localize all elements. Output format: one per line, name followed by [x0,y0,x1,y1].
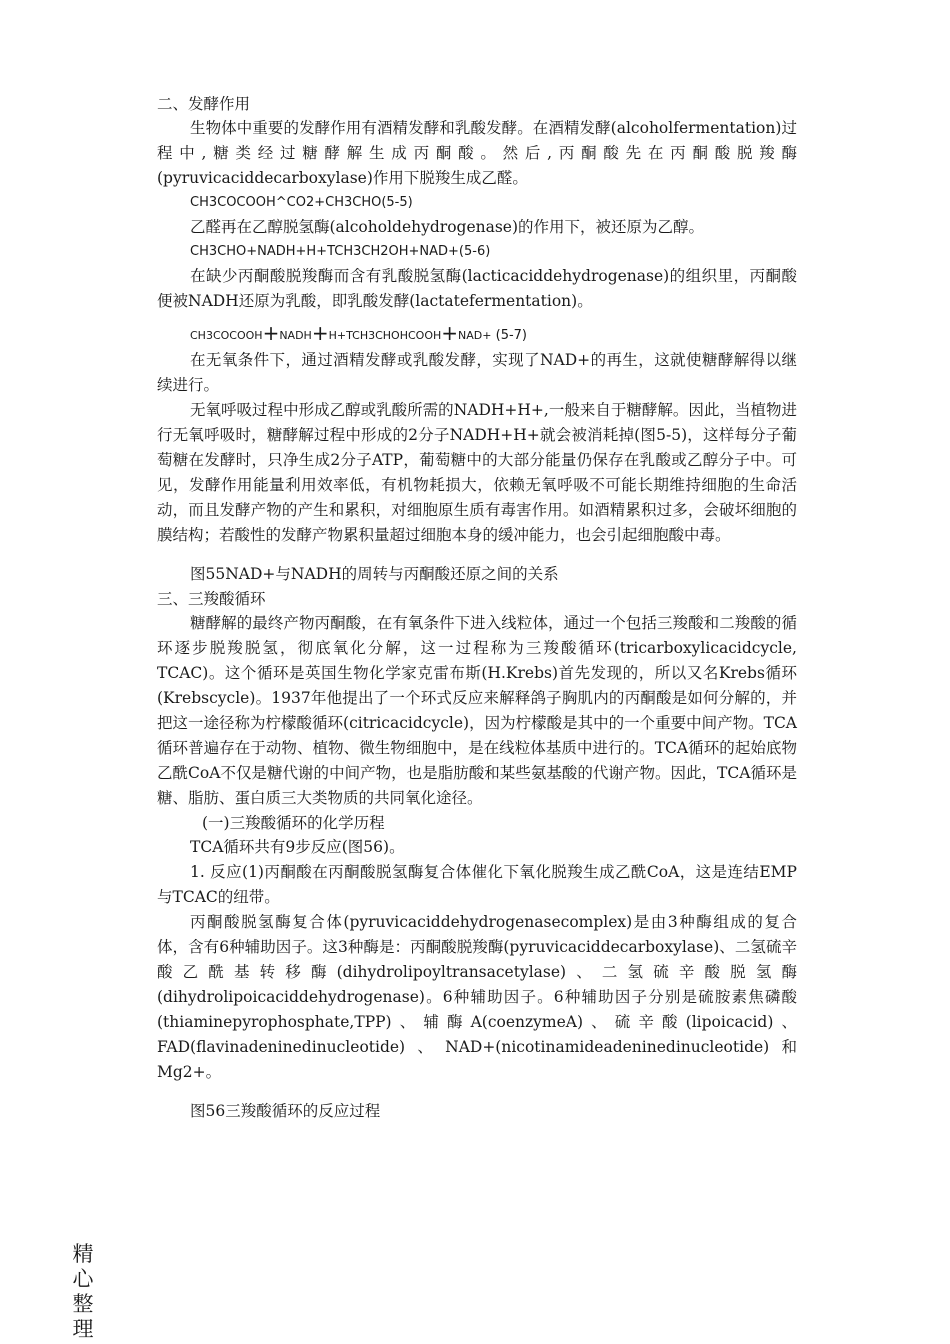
equation-5-7: CH3COCOOH+NADH+H+TCH3CHOHCOOH+NAD+ (5-7) [190,321,528,345]
eq3-part2: NADH [279,329,312,342]
eq3-part3: H+TCH3CHOHCOOH [328,329,442,342]
section-heading-tca: 三、三羧酸循环 [157,590,266,608]
section-heading-fermentation: 二、发酵作用 [157,95,251,113]
paragraph-fermentation-intro: 生物体中重要的发酵作用有酒精发酵和乳酸发酵。在酒精发酵(alcoholfermentation)过程中,糖类经过糖酵解生成丙酮酸。然后,丙酮酸先在丙酮酸脱羧酶(pyruvicaciddecarboxylase)作用下脱羧生成乙醛。 [157,119,797,187]
equation-5-5: CH3COCOOH^CO2+CH3CHO(5-5) [190,195,413,210]
paragraph-tca-intro: 糖酵解的最终产物丙酮酸，在有氧条件下进入线粒体，通过一个包括三羧酸和二羧酸的循环逐步脱羧脱氢，彻底氧化分解，这一过程称为三羧酸循环(tricarboxylicacidcycle, TCAC)。这个循环是英国生物化学家克雷布斯(H.Krebs)首先发现的，所以又名Krebs循环(Krebscycle)。1937年他提出了一个环式反应来解释鸽子胸肌内的丙酮酸是如何分解的，并把这一途径称为柠檬酸循环(citricacidcycle)，因为柠檬酸是其中的一个重要中间产物。TCA循环普遍存在于动物、植物、微生物细胞中，是在线粒体基质中进行的。TCA循环的起始底物乙酰CoA不仅是糖代谢的中间产物，也是脂肪酸和某些氨基酸的代谢产物。因此，TCA循环是糖、脂肪、蛋白质三大类物质的共同氧化途径。 [157,614,797,807]
paragraph-ethanol: 乙醛再在乙醇脱氢酶(alcoholdehydrogenase)的作用下，被还原为乙醇。 [190,218,705,236]
paragraph-pdh-complex: 丙酮酸脱氢酶复合体(pyruvicaciddehydrogenasecomplex)是由3种酶组成的复合体，含有6种辅助因子。这3种酶是：丙酮酸脱羧酶(pyruvicaciddecarboxylase)、二氢硫辛酸乙酰基转移酶(dihydrolipoyltransacetylase)、二氢硫辛酸脱氢酶(dihydrolipoicaciddehydrogenase)。6种辅助因子。6种辅助因子分别是硫胺素焦磷酸(thiaminepyrophosphate,TPP)、辅酶A(coenzymeA)、硫辛酸(lipoicacid)、FAD(flavinadeninedinucleotide)、NAD+(nicotinamideadeninedinucleotide)和Mg2+。 [157,913,797,1081]
paragraph-anaerobic: 无氧呼吸过程中形成乙醇或乳酸所需的NADH+H+,一般来自于糖酵解。因此，当植物进行无氧呼吸时，糖酵解过程中形成的2分子NADH+H+就会被消耗掉(图5-5)，这样每分子葡萄糖在发酵时，只净生成2分子ATP，葡萄糖中的大部分能量仍保存在乳酸或乙醇分子中。可见，发酵作用能量利用效率低，有机物耗损大，依赖无氧呼吸不可能长期维持细胞的生命活动，而且发酵产物的产生和累积，对细胞原生质有毒害作用。如酒精累积过多，会破坏细胞的膜结构；若酸性的发酵产物累积量超过细胞本身的缓冲能力，也会引起细胞酸中毒。 [157,401,797,544]
paragraph-reaction-1: 1. 反应(1)丙酮酸在丙酮酸脱氢酶复合体催化下氧化脱羧生成乙酰CoA，这是连结EMP与TCAC的纽带。 [157,863,797,906]
equation-5-6: CH3CHO+NADH+H+TCH3CH2OH+NAD+(5-6) [190,244,491,259]
paragraph-tca-steps: TCA循环共有9步反应(图56)。 [190,838,405,856]
stamp-char: 精 [72,1242,94,1266]
eq3-part4: NAD+ [458,329,492,342]
stamp-char: 整 [72,1292,94,1316]
eq3-part1: CH3COCOOH [190,329,263,342]
stamp-char: 心 [72,1267,94,1291]
document-body [157,92,797,1124]
margin-stamp [70,1242,96,1342]
subsection-heading: (一)三羧酸循环的化学历程 [202,814,385,832]
stamp-char: 理 [72,1317,94,1341]
figure-caption-5-5: 图55NAD+与NADH的周转与丙酮酸还原之间的关系 [190,565,559,583]
paragraph-nad-regeneration: 在无氧条件下，通过酒精发酵或乳酸发酵，实现了NAD+的再生，这就使糖酵解得以继续进行。 [157,351,797,394]
paragraph-lactate: 在缺少丙酮酸脱羧酶而含有乳酸脱氢酶(lacticaciddehydrogenase)的组织里，丙酮酸便被NADH还原为乳酸，即乳酸发酵(lactatefermentation)。 [157,267,797,310]
eq3-number: (5-7) [495,328,528,343]
figure-caption-5-6: 图56三羧酸循环的反应过程 [190,1102,381,1120]
